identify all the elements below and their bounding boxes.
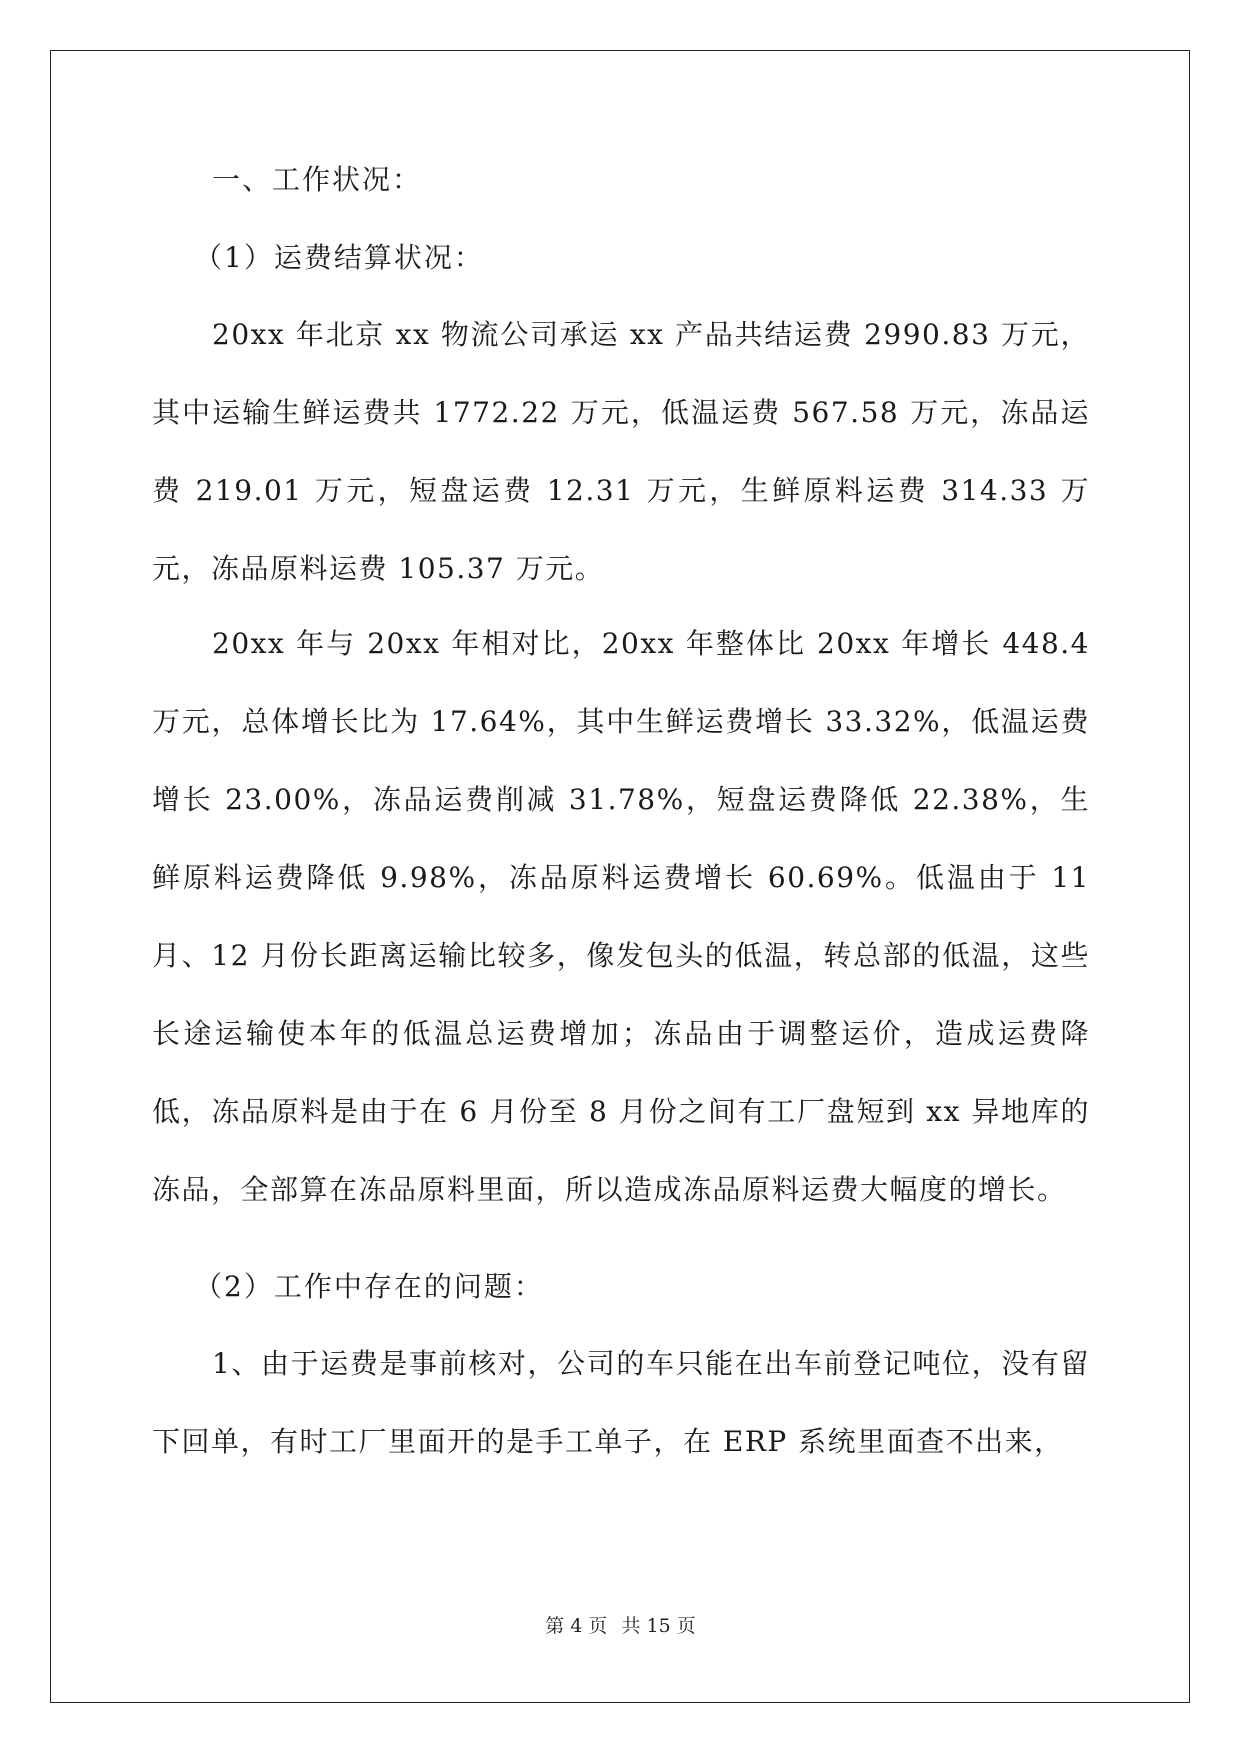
section-heading: 一、工作状况： bbox=[212, 163, 423, 196]
paragraph: 1、由于运费是事前核对，公司的车只能在出车前登记吨位，没有留下回单，有时工厂里面开的是手工单子，在 ERP 系统里面查不出来， bbox=[152, 1347, 1090, 1458]
paragraph: 20xx 年与 20xx 年相对比，20xx 年整体比 20xx 年增长 448.4 万元，总体增长比为 17.64%，其中生鲜运费增长 33.32%，低温运费增长 23.00%，冻品运费削减 31.78%，短盘运费降低 22.38%，生鲜原料运费降低 9.98%，冻品原料运费增长 60.69%。低温由于 11 月、12 月份长距离运输比较多，像发包头的低温，转总部的低温，这些长途运输使本年的低温总运费增加；冻品由于调整运价，造成运费降低，冻品原料是由于在 6 月份至 8 月份之间有工厂盘短到 xx 异地库的冻品，全部算在冻品原料里面，所以造成冻品原料运费大幅度的增长。 bbox=[152, 627, 1090, 1206]
page-number: 第 4 页 bbox=[545, 1615, 608, 1637]
page-total: 共 15 页 bbox=[621, 1615, 696, 1637]
subsection-heading: （1）运费结算状况： bbox=[194, 241, 484, 274]
page-footer bbox=[0, 1611, 1241, 1638]
document-body bbox=[152, 160, 1090, 1481]
paragraph: 20xx 年北京 xx 物流公司承运 xx 产品共结运费 2990.83 万元，其中运输生鲜运费共 1772.22 万元，低温运费 567.58 万元，冻品运费 219.01 万元，短盘运费 12.31 万元，生鲜原料运费 314.33 万元，冻品原料运费 105.37 万元。 bbox=[152, 318, 1090, 585]
subsection-heading: （2）工作中存在的问题： bbox=[194, 1270, 544, 1303]
